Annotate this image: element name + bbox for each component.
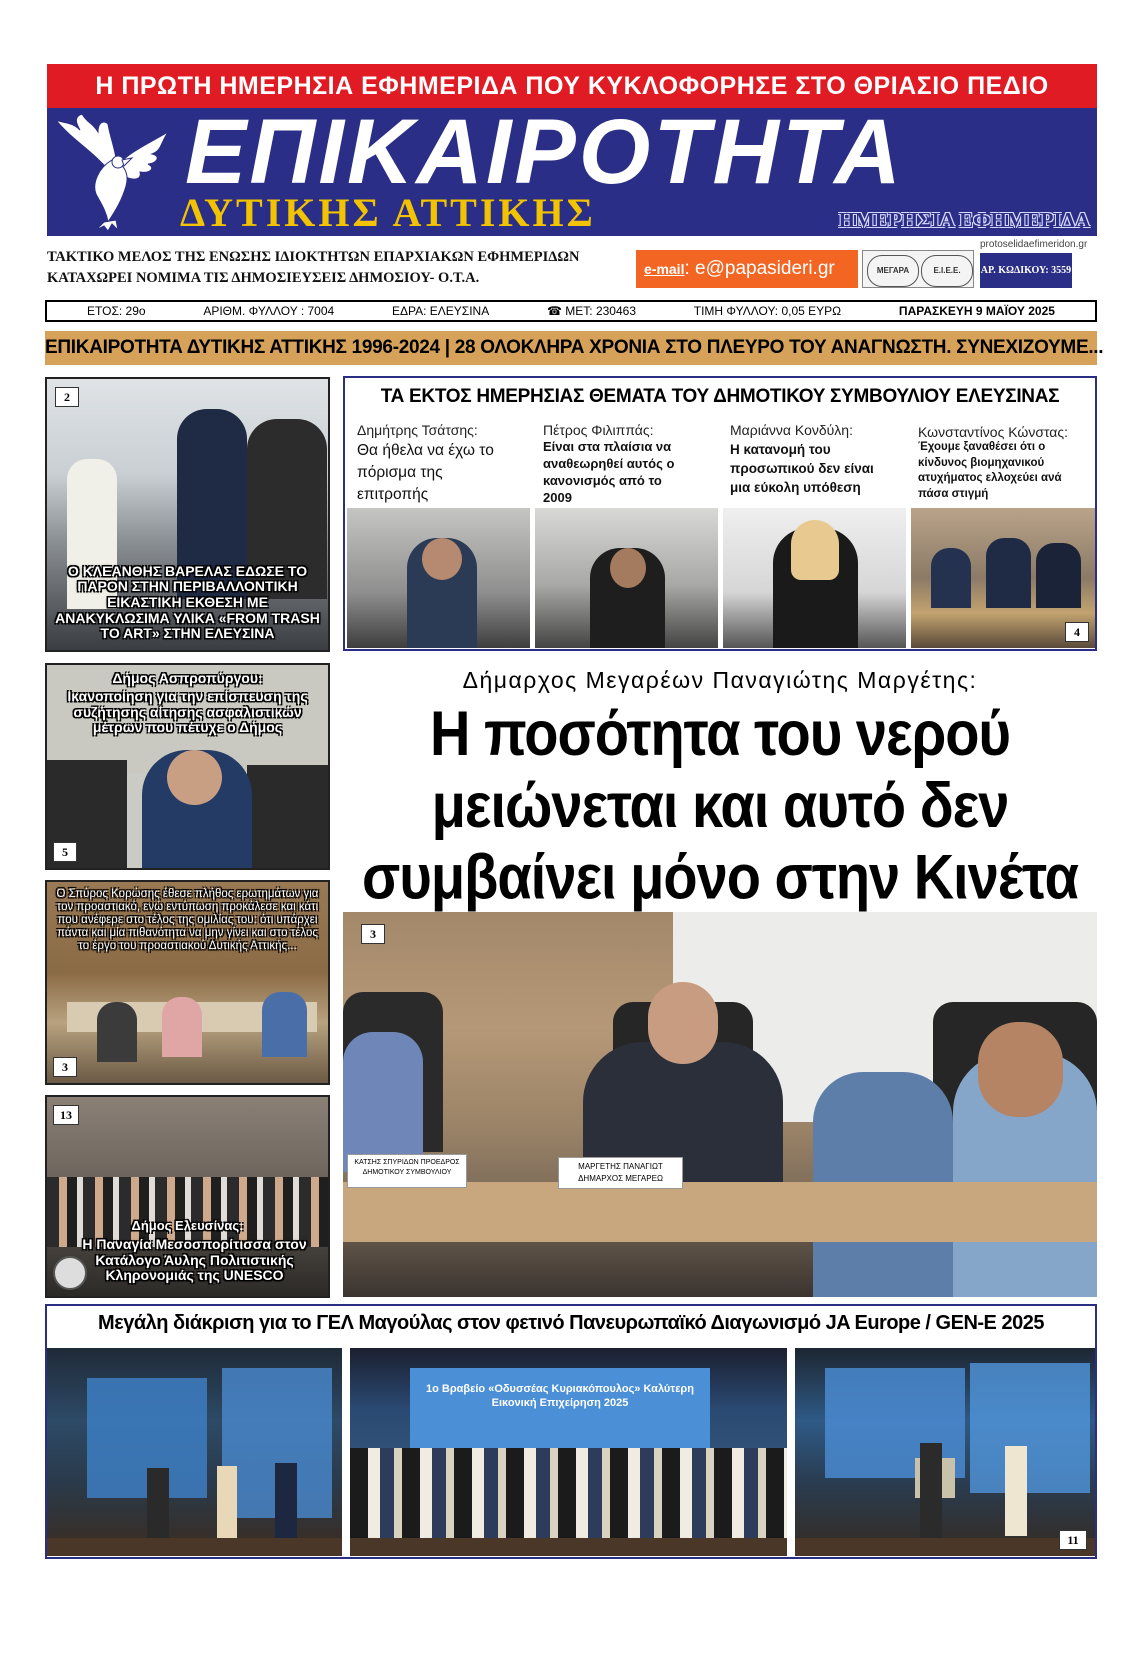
quote-text: Έχουμε ξαναθέσει ότι ο κίνδυνος βιομηχανικού ατυχήματος ελλοχεύει ανά πάσα στιγμή [918, 441, 1062, 500]
quote-text: Είναι στα πλαίσια να αναθεωρηθεί αυτός ο κανονισμός από το 2009 [543, 439, 675, 505]
stage-floor [795, 1538, 1095, 1556]
story-photo-unesco[interactable] [45, 1095, 330, 1298]
page-number-badge: 3 [53, 1057, 77, 1077]
daily-newspaper-label: ΗΜΕΡΗΣΙΑ ΕΦΗΜΕΡΙΔΑ [838, 208, 1090, 232]
stage-screen [970, 1363, 1090, 1493]
main-story-speaker: Δήμαρχος Μεγαρέων Παναγιώτης Μαργέτης: [462, 667, 978, 693]
source-watermark: protoselidaefimeridon.gr [980, 239, 1088, 250]
email-label: e-mail [644, 261, 685, 277]
council-photo-tsatsis[interactable] [347, 508, 530, 648]
gel-photo-3[interactable] [795, 1348, 1095, 1556]
quote-name: Μαριάννα Κονδύλη: [730, 422, 853, 438]
issue-info-bar [45, 300, 1097, 322]
anniversary-banner: ΕΠΙΚΑΙΡΟΤΗΤΑ ΔΥΤΙΚΗΣ ΑΤΤΙΚΗΣ 1996-2024 | 28 ΟΛΟΚΛΗΡΑ ΧΡΟΝΙΑ ΣΤΟ ΠΛΕΥΡΟ ΤΟΥ ΑΝΑΓΝΩΣΤΗ. ΣΥΝΕΧΙΖΟΥΜΕ... [45, 331, 1097, 365]
quote-text: Η κατανομή του προσωπικού δεν είναι μια εύκολη υπόθεση [730, 442, 874, 495]
page-number-badge: 13 [53, 1105, 79, 1125]
legal-notice-line: ΚΑΤΑΧΩΡΕΙ ΝΟΜΙΜΑ ΤΙΣ ΔΗΜΟΣΙΕΥΣΕΙΣ ΔΗΜΟΣΙΟΥ- Ο.Τ.Α. [47, 270, 480, 286]
person-figure [162, 997, 202, 1057]
council-photo-kondyli[interactable] [723, 508, 906, 648]
association-seal-icon: Ε.Ι.Ε.Ε. [921, 255, 973, 287]
gel-photo-1[interactable] [47, 1348, 342, 1556]
story-caption: Η Παναγία Μεσοσπορίτισσα στον Κατάλογο Άυλης Πολιτιστικής Κληρονομιάς της UNESCO [82, 1236, 307, 1284]
students-group [350, 1448, 787, 1538]
person-figure [986, 538, 1031, 608]
table-shape [343, 1182, 1097, 1242]
page-number-badge: 5 [53, 842, 77, 862]
person-figure [1036, 543, 1081, 608]
stage-floor [47, 1538, 342, 1556]
nameplate-left: ΚΑΤΣΗΣ ΣΠΥΡΙΔΩΝ ΠΡΟΕΔΡΟΣ ΔΗΜΟΤΙΚΟΥ ΣΥΜΒΟΥΛΙΟΥ [347, 1154, 467, 1188]
person-figure [97, 1002, 137, 1062]
page-number-badge: 3 [361, 924, 385, 944]
eagle-logo-icon [52, 110, 172, 232]
page-number-badge: 2 [55, 387, 79, 407]
person-head [978, 1022, 1063, 1117]
person-head [791, 520, 839, 580]
gel-heading: Μεγάλη διάκριση για το ΓΕΛ Μαγούλας στον φετινό Πανευρωπαϊκό Διαγωνισμό JA Europe / GEN-E 2025 [98, 1312, 1044, 1334]
code-number-box: ΑΡ. ΚΩΔΙΚΟΥ: 3559 [980, 253, 1072, 288]
fax-icon: ☎ [546, 304, 566, 318]
quote-text: Θα ήθελα να έχω το πόρισμα της επιτροπής [357, 442, 494, 503]
year-info: ΕΤΟΣ: 29ο [87, 304, 146, 318]
story-photo-korosis[interactable] [45, 880, 330, 1085]
quote-name: Δημήτρης Τσάτσης: [357, 422, 478, 438]
seat-info: ΕΔΡΑ: ΕΛΕΥΣΙΝΑ [391, 304, 490, 318]
person-figure [1005, 1446, 1027, 1536]
council-photo-konstas[interactable] [911, 508, 1095, 648]
council-heading: ΤΑ ΕΚΤΟΣ ΗΜΕΡΗΣΙΑΣ ΘΕΜΑΤΑ ΤΟΥ ΔΗΜΟΤΙΚΟΥ ΣΥΜΒΟΥΛΙΟΥ ΕΛΕΥΣΙΝΑΣ [380, 386, 1060, 407]
quote-name: Πέτρος Φιλιππάς: [543, 422, 654, 438]
person-figure [343, 1032, 423, 1172]
membership-line: ΤΑΚΤΙΚΟ ΜΕΛΟΣ ΤΗΣ ΕΝΩΣΗΣ ΙΔΙΟΚΤΗΤΩΝ ΕΠΑΡΧΙΑΚΩΝ ΕΦΗΜΕΡΙΔΩΝ [47, 249, 580, 265]
nameplate-center: ΜΑΡΓΕΤΗΣ ΠΑΝΑΓΙΩΤ ΔΗΜΑΡΧΟΣ ΜΕΓΑΡΕΩ [558, 1157, 683, 1189]
person-head [167, 750, 222, 805]
council-photo-filippas[interactable] [535, 508, 718, 648]
mayor-head [648, 982, 718, 1064]
story-caption: Ικανοποίηση για την επίσπευση της συζήτησης αίτησης ασφαλιστικών μέτρων που πέτυχε ο Δήμος [67, 688, 308, 736]
person-figure [920, 1443, 942, 1538]
person-figure [275, 1463, 297, 1538]
story-photo-trash-to-art[interactable] [45, 377, 330, 652]
newspaper-title: ΕΠΙΚΑΙΡΟΤΗΤΑ [185, 101, 904, 203]
person-figure [147, 1468, 169, 1538]
award-screen-text: 1ο Βραβείο «Οδυσσέας Κυριακόπουλος» Καλύτερη Εικονική Επιχείρηση 2025 [410, 1368, 710, 1458]
story-kicker: Δήμος Ασπροπύργου: [112, 670, 263, 686]
main-headline[interactable]: Η ποσότητα του νερού μειώνεται και αυτό δεν συμβαίνει μόνο στην Κινέτα [361, 698, 1079, 912]
gel-photo-2[interactable] [350, 1348, 787, 1556]
issue-number: ΑΡΙΘΜ. ΦΥΛΛΟΥ : 7004 [203, 304, 335, 318]
email-address[interactable]: e@papasideri.gr [695, 258, 835, 279]
met-info: ☎ ΜΕΤ: 230463 [546, 304, 636, 318]
main-story-photo[interactable] [343, 912, 1097, 1297]
person-head [422, 538, 462, 580]
chair-shape [247, 765, 330, 870]
quote-name: Κωνσταντίνος Κώνστας: [918, 424, 1069, 440]
megara-stamp-icon: ΜΕΓΑΡΑ [867, 255, 919, 287]
story-photo-aspropyrgos[interactable] [45, 663, 330, 870]
stage-floor [350, 1538, 787, 1556]
person-head [610, 548, 646, 588]
person-figure [217, 1466, 237, 1538]
person-figure [262, 992, 307, 1057]
association-logos [862, 250, 974, 288]
story-kicker: Δήμος Ελευσίνας: [131, 1218, 244, 1233]
story-caption: Ο ΚΛΕΑΝΘΗΣ ΒΑΡΕΛΑΣ ΕΔΩΣΕ ΤΟ ΠΑΡΟΝ ΣΤΗΝ ΠΕΡΙΒΑΛΛΟΝΤΙΚΗ ΕΙΚΑΣΤΙΚΗ ΕΚΘΕΣΗ ΜΕ ΑΝΑΚΥΚΛΩΣΙΜΑ ΥΛΙΚΑ «FROM TRASH TO ART» ΣΤΗΝ ΕΛΕΥΣΙΝΑ [55, 562, 320, 642]
page-number-badge: 11 [1059, 1530, 1087, 1550]
unesco-emblem-icon [53, 1256, 87, 1290]
issue-date: ΠΑΡΑΣΚΕΥΗ 9 ΜΑΪΟΥ 2025 [898, 304, 1055, 318]
newspaper-subtitle: ΔΥΤΙΚΗΣ ΑΤΤΙΚΗΣ [180, 190, 596, 235]
masthead-top-banner: Η ΠΡΩΤΗ ΗΜΕΡΗΣΙΑ ΕΦΗΜΕΡΙΔΑ ΠΟΥ ΚΥΚΛΟΦΟΡΗΣΕ ΣΤΟ ΘΡΙΑΣΙΟ ΠΕΔΙΟ [47, 64, 1097, 108]
price-info: ΤΙΜΗ ΦΥΛΛΟΥ: 0,05 ΕΥΡΩ [693, 304, 842, 318]
story-caption: Ο Σπύρος Κορώσης έθεσε πλήθος ερωτημάτων για τον προαστιακό, ενώ εντύπωση προκάλεσε και κάτι που ανέφερε στο τέλος της ομιλίας του: ότι υπάρχει πάντα και μία πιθανότητα να μην γίνει και στο τέλος το έργο του προαστιακού Δυτικής Αττικής... [56, 888, 319, 952]
person-figure [931, 548, 971, 608]
page-number-badge: 4 [1065, 622, 1089, 642]
email-box[interactable]: e-mail: e@papasideri.gr [636, 250, 858, 288]
